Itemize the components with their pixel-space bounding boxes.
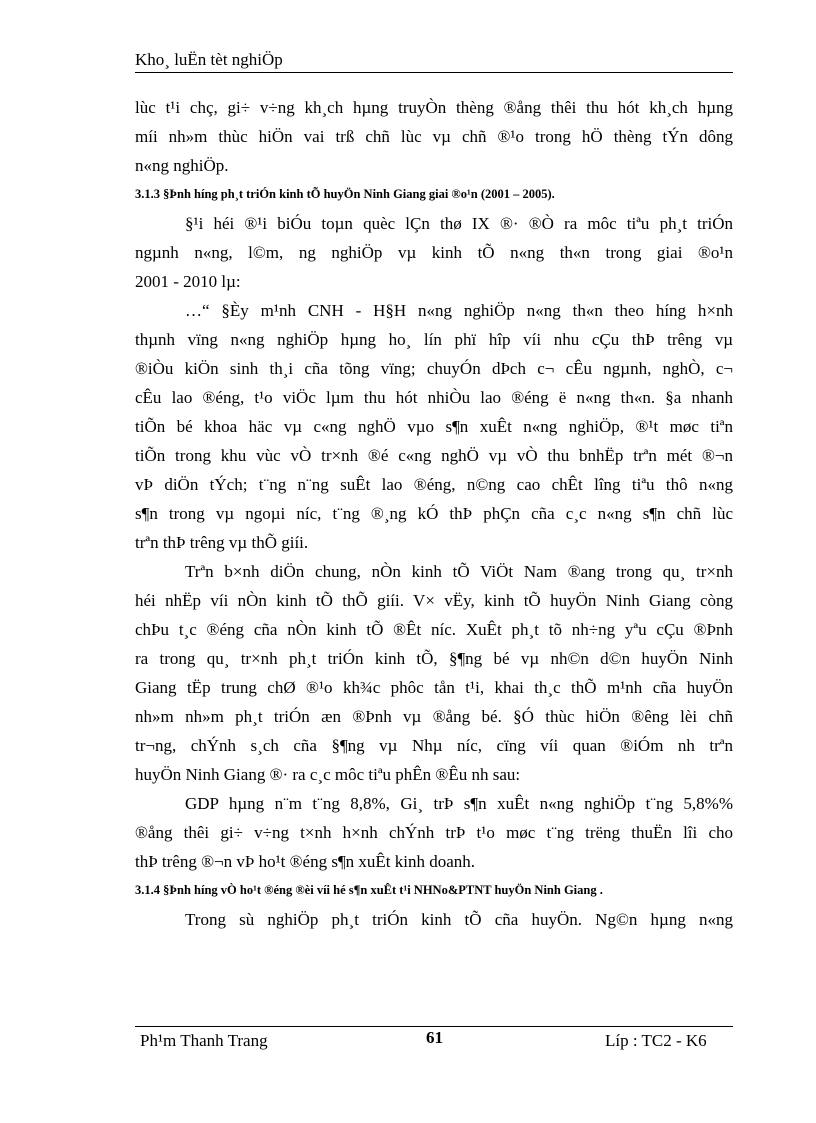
- body-line: chÞu t¸c ®éng cña nÒn kinh tÕ ®Êt níc. XuÊt ph¸t tõ nh÷ng yªu cÇu ®Þnh: [135, 620, 733, 639]
- body-line: cÊu lao ®éng, t¹o viÖc lµm thu hót nhiÒu lao ®éng ë n«ng th«n. §a nhanh: [135, 388, 733, 407]
- body-line: trªn thÞ trêng vµ thÕ giíi.: [135, 533, 309, 552]
- body-line: thµnh vïng n«ng nghiÖp hµng ho¸ lín phï hîp víi nhu cÇu thÞ trêng vµ: [135, 330, 733, 349]
- page-header-title: Kho¸ luËn tèt nghiÖp: [135, 50, 283, 69]
- body-line: s¶n trong vµ ngoµi níc, t¨ng ®¸ng kÓ thÞ phÇn cña c¸c n«ng s¶n chñ lùc: [135, 504, 733, 523]
- section-heading-3-1-3: 3.1.3 §Þnh híng ph¸t triÓn kinh tÕ huyÖn Ninh Giang giai ®o¹n (2001 – 2005).: [135, 187, 555, 201]
- body-line: héi nhËp víi nÒn kinh tÕ thÕ giíi. V× vËy, kinh tÕ huyÖn Ninh Giang còng: [135, 591, 733, 610]
- body-line: tiÕn trong khu vùc vÒ tr×nh ®é c«ng nghÖ vµ vÒ thu bnhËp trªn mét ®¬n: [135, 446, 733, 465]
- body-line: 2001 - 2010 lµ:: [135, 272, 241, 291]
- body-line: lùc t¹i chç, gi÷ v÷ng kh¸ch hµng truyÒn thèng ®ång thêi thu hót kh¸ch hµng: [135, 98, 733, 117]
- body-line: …“ §Èy m¹nh CNH - H§H n«ng nghiÖp n«ng th«n theo híng h×nh: [185, 301, 733, 320]
- body-line: ngµnh n«ng, l©m, ng nghiÖp vµ kinh tÕ n«ng th«n trong giai ®o¹n: [135, 243, 733, 262]
- body-line: nh»m nh»m ph¸t triÓn æn ®Þnh vµ ®ång bé. §Ó thùc hiÖn ®êng lèi chñ: [135, 707, 733, 726]
- section-heading-3-1-4: 3.1.4 §Þnh híng vÒ ho¹t ®éng ®èi víi hé s¶n xuÊt t¹i NHNo&PTNT huyÖn Ninh Giang .: [135, 883, 603, 897]
- footer-divider: [135, 1026, 733, 1027]
- body-line: n«ng nghiÖp.: [135, 156, 229, 175]
- body-line: Trªn b×nh diÖn chung, nÒn kinh tÕ ViÖt Nam ®ang trong qu¸ tr×nh: [185, 562, 733, 581]
- body-line: tr¬ng, chÝnh s¸ch cña §¶ng vµ Nhµ níc, cïng víi quan ®iÓm nh trªn: [135, 736, 733, 755]
- body-line: huyÖn Ninh Giang ®· ra c¸c môc tiªu phÊn ®Êu nh sau:: [135, 765, 521, 784]
- body-line: míi nh»m thùc hiÖn vai trß chñ lùc vµ chñ ®¹o trong hÖ thèng tÝn dông: [135, 127, 733, 146]
- body-line: ra trong qu¸ tr×nh ph¸t triÓn kinh tÕ, §¶ng bé vµ nh©n d©n huyÖn Ninh: [135, 649, 733, 668]
- page-body: [135, 90, 733, 934]
- body-line: Giang tËp trung chØ ®¹o kh¾c phôc tån t¹i, khai th¸c thÕ m¹nh cña huyÖn: [135, 678, 733, 697]
- body-line: tiÕn bé khoa häc vµ c«ng nghÖ vµo s¶n xuÊt n«ng nghiÖp, ®¹t møc tiªn: [135, 417, 733, 436]
- header-divider: [135, 72, 733, 73]
- body-line: GDP hµng n¨m t¨ng 8,8%, Gi¸ trÞ s¶n xuÊt n«ng nghiÖp t¨ng 5,8%%: [185, 794, 733, 813]
- body-line: ®iÒu kiÖn sinh th¸i cña tõng vïng; chuyÓn dÞch c¬ cÊu ngµnh, nghÒ, c¬: [135, 359, 733, 378]
- body-line: ®ång thêi gi÷ v÷ng t×nh h×nh chÝnh trÞ t¹o møc t¨ng trëng thuËn lîi cho: [135, 823, 733, 842]
- footer-class-label: Líp : TC2 - K6: [605, 1031, 707, 1050]
- body-line: vÞ diÖn tÝch; t¨ng n¨ng suÊt lao ®éng, n©ng cao chÊt lîng tiªu thô n«ng: [135, 475, 733, 494]
- footer-author: Ph¹m Thanh Trang: [140, 1031, 268, 1050]
- body-line: thÞ trêng ®¬n vÞ ho¹t ®éng s¶n xuÊt kinh doanh.: [135, 852, 476, 871]
- body-line: Trong sù nghiÖp ph¸t triÓn kinh tÕ cña huyÖn. Ng©n hµng n«ng: [185, 910, 733, 929]
- body-line: §¹i héi ®¹i biÓu toµn quèc lÇn thø IX ®· ®Ò ra môc tiªu ph¸t triÓn: [185, 214, 733, 233]
- page-number: 61: [426, 1028, 443, 1047]
